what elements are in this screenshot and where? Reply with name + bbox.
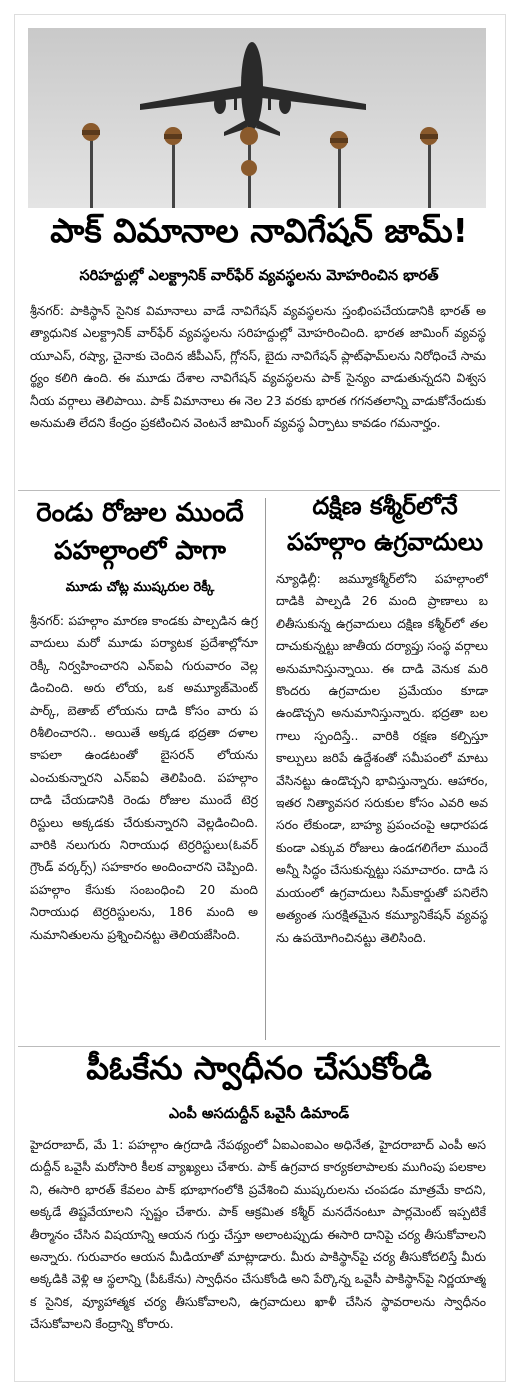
story3-body [276, 568, 488, 1038]
story3-headline-line2: పహల్గాం ఉగ్రవాదులు [286, 528, 484, 556]
story4-headline: పీఓకేను స్వాధీనం చేసుకోండి [86, 1049, 432, 1087]
story3-headline-line1: దక్షిణ కశ్మీర్‌లోనే [312, 492, 458, 520]
airplane-image [28, 28, 486, 208]
story1-headline: పాక్ విమానాల నావిగేషన్ జామ్! [50, 211, 468, 250]
divider-2 [18, 1046, 500, 1047]
story1-body-text: శ్రీనగర్: పాకిస్థాన్ సైనిక విమానాలు వాడే నావిగేషన్ వ్యవస్థలను స్తంభింపచేయడానికి భారత్ అత్యాధునిక ఎలక్ట్రానిక్ వార్‌ఫేర్ వ్యవస్థలను సరిహద్దుల్లో మోహరించింది. భారత జామింగ్ వ్యవస్థ యూఎస్, రష్యా, చైనాకు చెందిన జీపీఎస్, గ్లోనస్, బైదు నావిగేషన్ ప్లాట్‌ఫామ్‌లను నిరోధించే సామర్థ్యం కలిగి ఉంది. ఈ మూడు దేశాల నావిగేషన్ వ్యవస్థలను పాక్ సైన్యం వాడుతున్నదని విశ్వసనీయ వర్గాలు తెలిపాయి. పాక్ విమానాలు ఈ నెల 23 వరకు భారత గగనతలాన్ని వాడుకోనేందుకు అనుమతి లేదని కేంద్రం ప్రకటించిన వెంటనే జామింగ్ వ్యవస్థ ఏర్పాటు కావడం గమనార్హం. [30, 304, 486, 431]
story4-body-text: హైదరాబాద్, మే 1: పహల్గాం ఉగ్రదాడి నేపథ్యంలో ఏఐఎంఐఎం అధినేత, హైదరాబాద్ ఎంపీ అసదుద్దీన్ ఒవైసీ మరోసారి కీలక వ్యాఖ్యలు చేశారు. పాక్ ఉగ్రవాద కార్యకలాపాలకు ముగింపు పలకాలని, ఈసారి భారత్ కేవలం పాక్ భూభాగంలోకి ప్రవేశించి ముష్కరులను చంపడం మాత్రమే కాదని, అక్కడే తిష్టవేయాలని స్పష్టం చేశారు. పాక్ ఆక్రమిత కశ్మీర్ మనదేనంటూ పార్లమెంట్ ఇప్పటికే తీర్మానం చేసిన విషయాన్ని ఆయన గుర్తు చేస్తూ అలాంటప్పుడు ఈసారి దానిపై చర్య తీసుకోవాలని అన్నారు. గురువారం ఆయన మీడియాతో మాట్లాడారు. మీరు పాకిస్థాన్‌పై చర్య తీసుకోదలిస్తే మీరు అక్కడికి వెళ్లి ఆ స్థలాన్ని (పీఓకేను) స్వాధీనం చేసుకోండి అని పేర్కొన్న ఒవైసీ పాకిస్థాన్‌పై నిర్ణయాత్మక సైనిక, వ్యూహాత్మక చర్య తీసుకోవాలని, ఉగ్రవాదులు ఖాళీ చేసిన స్థావరాలను స్వాధీనం చేసుకోవాలని కేంద్రాన్ని కోరారు. [30, 1138, 486, 1332]
story3-body-text: న్యూఢిల్లీ: జమ్మూకశ్మీర్‌లోని పహల్గాంలో దాడికి పాల్పడి 26 మంది ప్రాణాలు బలితీసుకున్న ఉగ్రవాదులు దక్షిణ కశ్మీర్‌లో తలదాచుకున్నట్టు జాతీయ దర్యాప్తు సంస్థ వర్గాలు అనుమానిస్తున్నాయి. ఈ దాడి వెనుక మరి కొందరు ఉగ్రవాదుల ప్రమేయం కూడా ఉండొచ్చని అనుమానిస్తున్నారు. భద్రతా బలగాలు స్పందిస్తే.. వారికి రక్షణ కల్పిస్తూ కాల్పులు జరిపే ఉద్దేశంతో సమీపంలో మాటు వేసినట్టు ఉండొచ్చని భావిస్తున్నారు. ఆహారం, ఇతర నిత్యావసర సరుకుల కోసం ఎవరి అవసరం లేకుండా, బాహ్య ప్రపంచంపై ఆధారపడకుండా ఎక్కువ రోజులు ఉండగలిగేలా ముందే అన్నీ సిద్ధం చేసుకున్నట్టు సమాచారం. దాడి సమయంలో ఉగ్రవాదులు సిమ్‌కార్డుతో పనిలేని అత్యంత సురక్షితమైన కమ్యూనికేషన్ వ్యవస్థను ఉపయోగించినట్టు తెలిసింది. [276, 572, 488, 945]
story4-body [30, 1134, 486, 1370]
story4-subhead: ఎంపీ అసదుద్దీన్ ఒవైసీ డిమాండ్ [168, 1106, 350, 1122]
story2-subhead: మూడు చోట్ల ముష్కరుల రెక్కీ [65, 580, 215, 595]
airplane-photo [28, 28, 486, 208]
story2-body-text: శ్రీనగర్: పహల్గాం మారణ కాండకు పాల్పడిన ఉగ్రవాదులు మరో మూడు పర్యాటక ప్రదేశాల్లోనూ రెక్కీ నిర్వహించారని ఎన్ఐఏ గురువారం వెల్లడించింది. అరు లోయ, ఒక అమ్యూజ్‌మెంట్ పార్క్, బెతాబ్ లోయను దాడి కోసం వారు పరిశీలించారని.. అయితే అక్కడ భద్రతా దళాల కాపలా ఉండటంతో బైసరన్ లోయను ఎంచుకున్నారని ఎన్ఐఏ తెలిపింది. పహల్గాం దాడి చేయడానికి రెండు రోజుల ముందే టెర్రరిస్టులు అక్కడకు చేరుకున్నారని వెల్లడించింది. వారికి నలుగురు నిరాయుధ టెర్రరిస్టులు(ఓవర్ గ్రౌండ్ వర్కర్స్) సహకారం అందించారని చెప్పింది. పహల్గాం కేసుకు సంబంధించి 20 మంది నిరాయుధ టెర్రరిస్టులను, 186 మంది అనుమానితులను ప్రశ్నించినట్టు తెలియజేసింది. [30, 614, 258, 942]
story1-subhead: సరిహద్దుల్లో ఎలక్ట్రానిక్ వార్‌ఫేర్ వ్యవస్థలను మోహరించిన భారత్ [79, 268, 439, 284]
divider-1 [18, 490, 500, 491]
story1-body [30, 300, 486, 482]
column-divider [265, 498, 266, 1040]
story2-headline-line2: పహల్గాంలో పాగా [53, 536, 227, 566]
story2-headline-line1: రెండు రోజుల ముందే [36, 498, 244, 528]
story2-body [30, 610, 258, 1038]
